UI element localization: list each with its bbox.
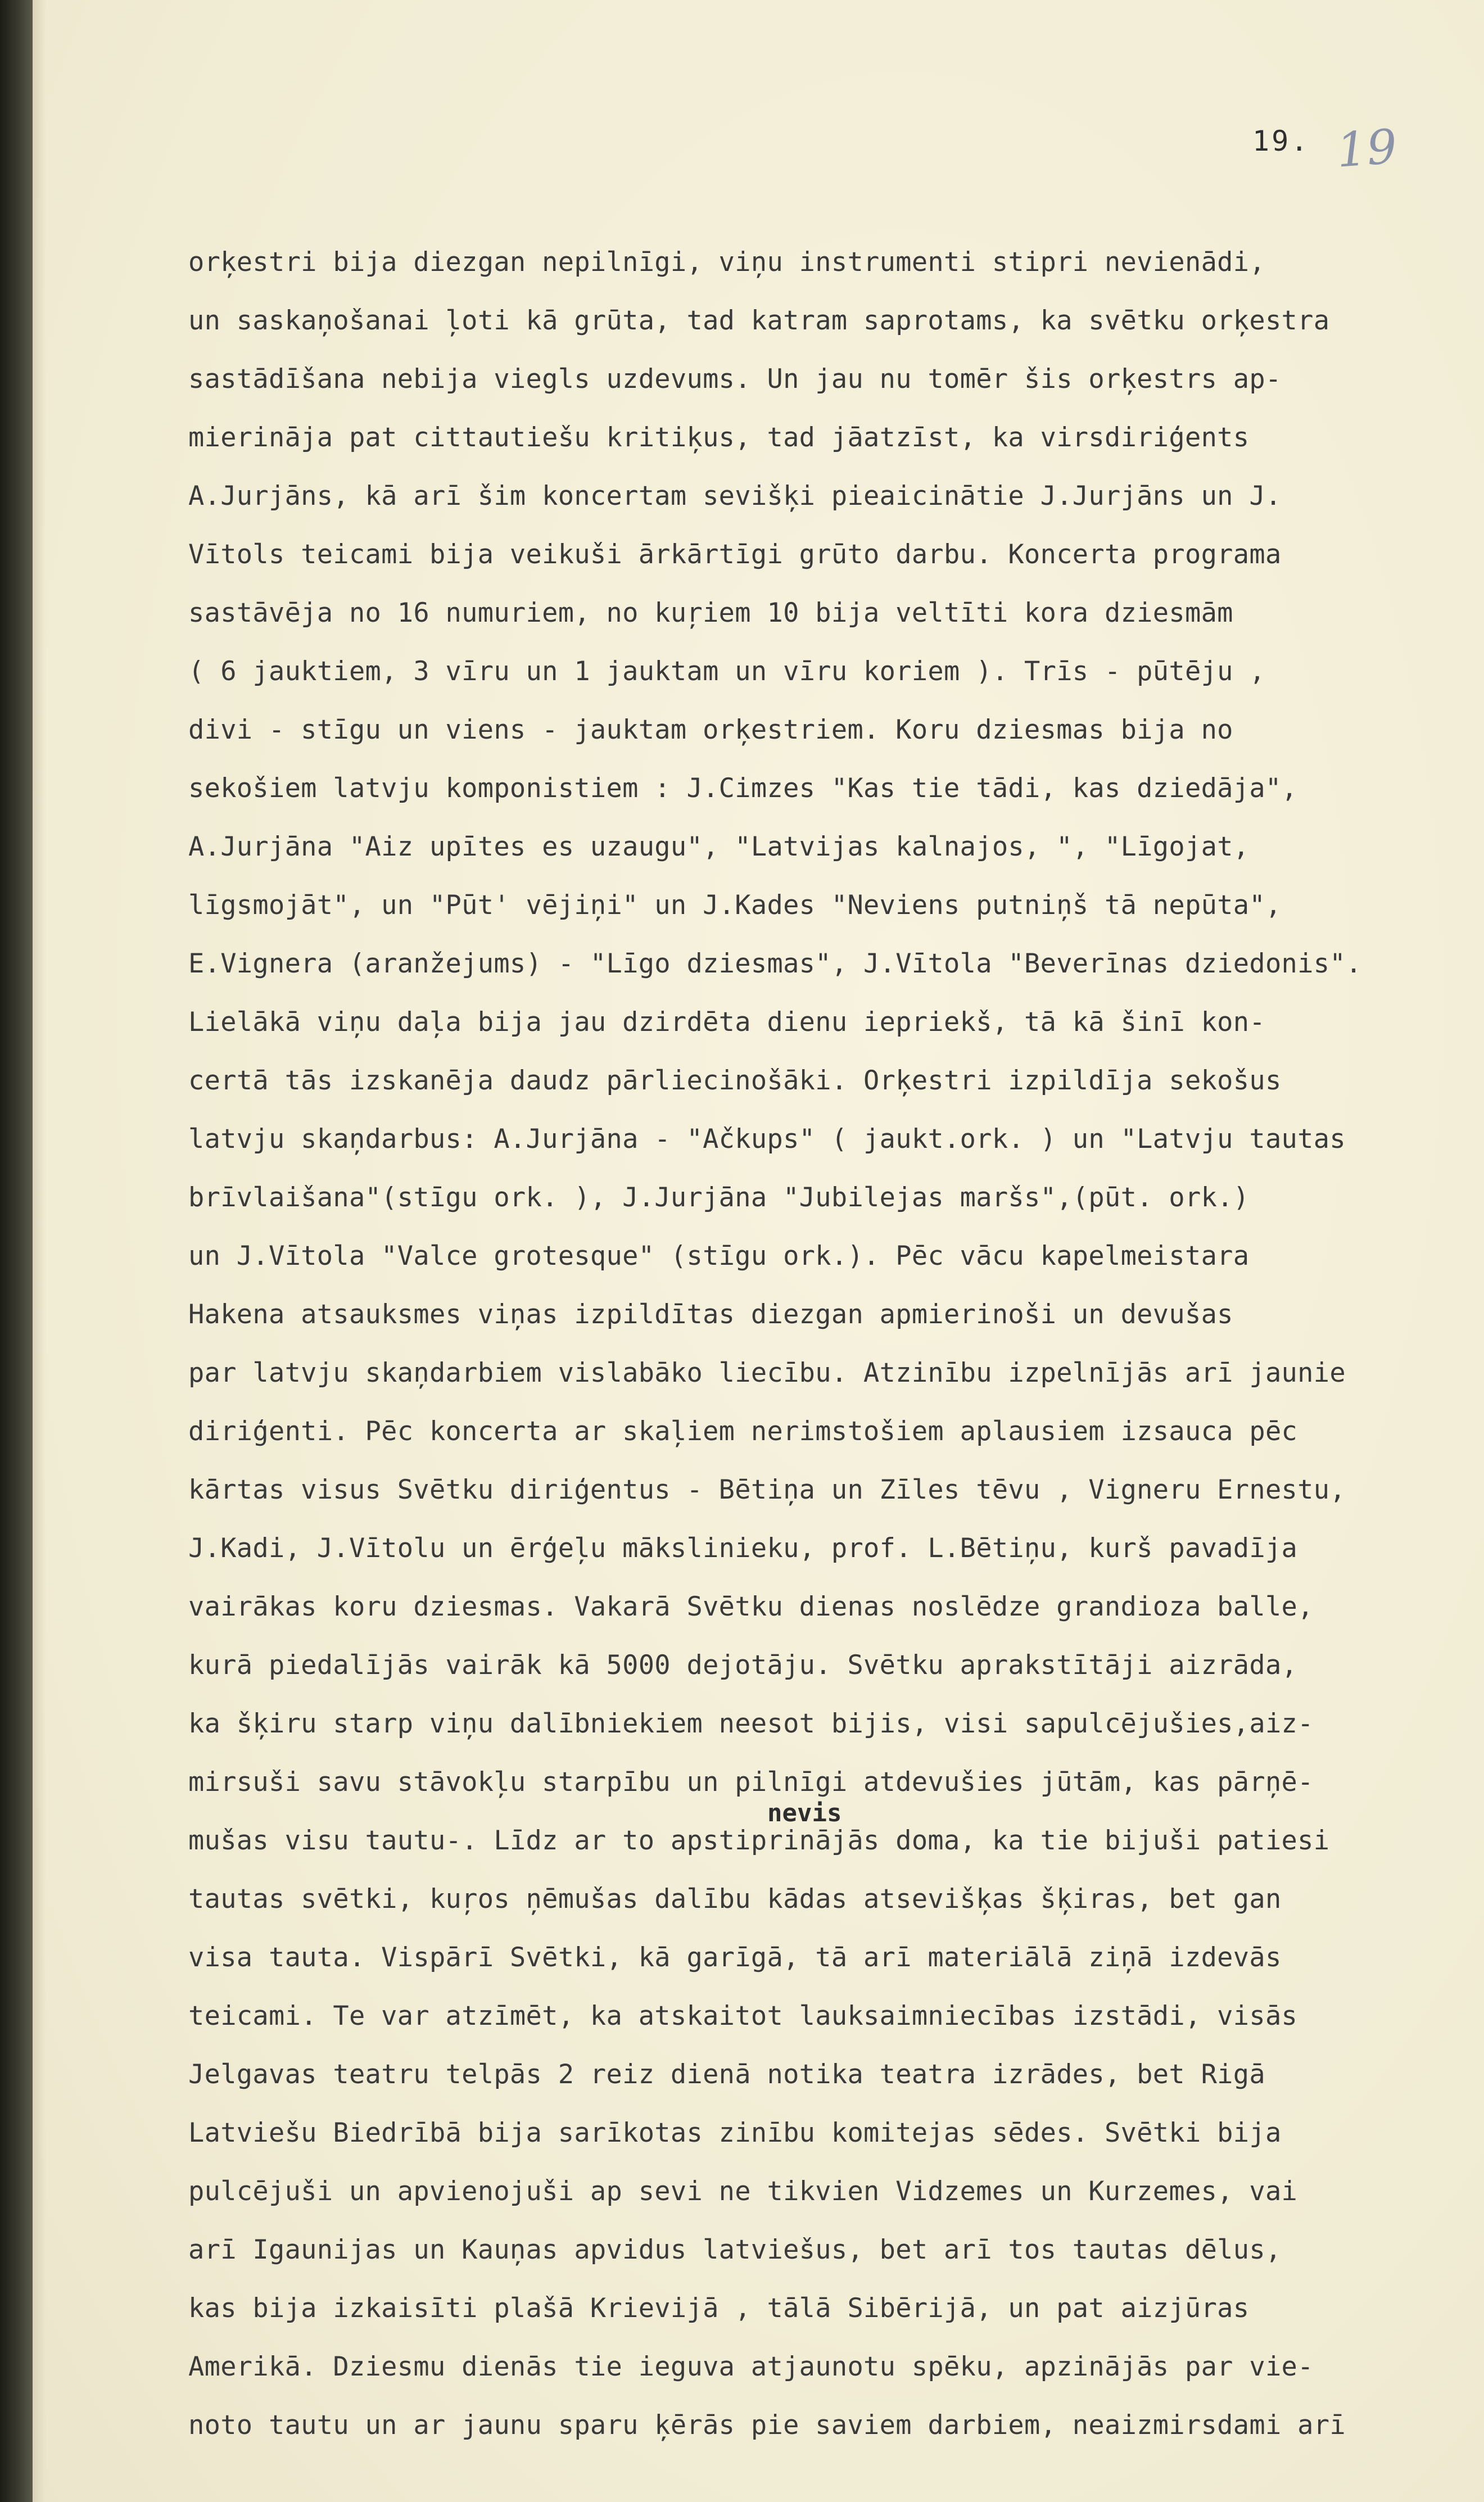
text-line: sastādīšana nebija viegls uzdevums. Un jau nu tomēr šis orķestrs ap- [188,364,1282,395]
text-line: ( 6 jauktiem, 3 vīru un 1 jauktam un vīru koriem ). Trīs - pūtēju , [188,656,1265,687]
text-line: un saskaņošanai ļoti kā grūta, tad katram saprotams, ka svētku orķestra [188,305,1330,336]
text-line: Latviešu Biedrībā bija sarīkotas zinību komitejas sēdes. Svētki bija [188,2118,1282,2148]
text-line: teicami. Te var atzīmēt, ka atskaitot lauksaimniecības izstādi, visās [188,2001,1298,2032]
typed-insertion: nevis [767,1799,842,1827]
text-line: tautas svētki, kuŗos ņēmušas dalību kādas atsevišķas šķiras, bet gan [188,1884,1282,1915]
text-line: Lielākā viņu daļa bija jau dzirdēta dienu iepriekš, tā kā šinī kon- [188,1007,1265,1038]
text-line: visa tauta. Vispārī Svētki, kā garīgā, tā arī materiālā ziņā izdevās [188,1942,1282,1973]
text-line: līgsmojāt", un "Pūt' vējiņi" un J.Kades "Neviens putniņš tā nepūta", [188,890,1282,921]
text-line: mirsuši savu stāvokļu starpību un pilnīgi atdevušies jūtām, kas pārņē- [188,1767,1314,1798]
text-line: sastāvēja no 16 numuriem, no kuŗiem 10 bija veltīti kora dziesmām [188,598,1233,628]
text-line: brīvlaišana"(stīgu ork. ), J.Jurjāna "Jubilejas maršs",(pūt. ork.) [188,1182,1250,1213]
text-line: sekošiem latvju komponistiem : J.Cimzes "Kas tie tādi, kas dziedāja", [188,773,1298,804]
text-line: Hakena atsauksmes viņas izpildītas diezgan apmierinoši un devušas [188,1299,1233,1330]
page-shadow-edge [33,0,46,2502]
text-line: E.Vignera (aranžejums) - "Līgo dziesmas", J.Vītola "Beverīnas dziedonis". [188,948,1362,979]
text-line: divi - stīgu un viens - jauktam orķestriem. Koru dziesmas bija no [188,714,1233,745]
text-line: certā tās izskanēja daudz pārliecinošāki. Orķestri izpildīja sekošus [188,1065,1282,1096]
text-line: mušas visu tautu-. Līdz ar to apstiprinājās doma, ka tie bijuši patiesi [188,1825,1330,1856]
text-line: A.Jurjāns, kā arī šim koncertam sevišķi pieaicinātie J.Jurjāns un J. [188,481,1282,512]
text-line: un J.Vītola "Valce grotesque" (stīgu ork.). Pēc vācu kapelmeistara [188,1241,1250,1272]
text-line: kurā piedalījās vairāk kā 5000 dejotāju. Svētku aprakstītāji aizrāda, [188,1650,1298,1681]
text-line: orķestri bija diezgan nepilnīgi, viņu instrumenti stipri nevienādi, [188,247,1265,278]
text-line: noto tautu un ar jaunu sparu ķērās pie saviem darbiem, neaizmirsdami arī [188,2410,1346,2441]
text-line: arī Igaunijas un Kauņas apvidus latviešus, bet arī tos tautas dēlus, [188,2234,1282,2265]
typed-body-text [188,233,1414,2455]
text-line: par latvju skaņdarbiem vislabāko liecību. Atzinību izpelnījās arī jaunie [188,1358,1346,1388]
text-line: A.Jurjāna "Aiz upītes es uzaugu", "Latvijas kalnajos, ", "Līgojat, [188,831,1250,862]
text-line: Amerikā. Dziesmu dienās tie ieguva atjaunotu spēku, apzinājās par vie- [188,2351,1314,2382]
text-line: Jelgavas teatru telpās 2 reiz dienā notika teatra izrādes, bet Rigā [188,2059,1265,2090]
text-line: ka šķiru starp viņu dalībniekiem neesot bijis, visi sapulcējušies,aiz- [188,1708,1314,1739]
text-line: mierināja pat cittautiešu kritiķus, tad jāatzīst, ka virsdiriģents [188,422,1250,453]
pencil-page-number: 19 [1334,119,1399,178]
text-line: Vītols teicami bija veikuši ārkārtīgi grūto darbu. Koncerta programa [188,539,1282,570]
text-line: latvju skaņdarbus: A.Jurjāna - "Ačkups" ( jaukt.ork. ) un "Latvju tautas [188,1124,1346,1155]
text-line: pulcējuši un apvienojuši ap sevi ne tikvien Vidzemes un Kurzemes, vai [188,2176,1298,2207]
text-line: diriģenti. Pēc koncerta ar skaļiem nerimstošiem aplausiem izsauca pēc [188,1416,1298,1447]
text-line: J.Kadi, J.Vītolu un ērģeļu mākslinieku, prof. L.Bētiņu, kurš pavadīja [188,1533,1298,1564]
text-line: vairākas koru dziesmas. Vakarā Svētku dienas noslēdze grandioza balle, [188,1591,1314,1622]
text-line: kārtas visus Svētku diriģentus - Bētiņa un Zīles tēvu , Vigneru Ernestu, [188,1474,1346,1505]
text-line: kas bija izkaisīti plašā Krievijā , tālā Sibērijā, un pat aizjūras [188,2293,1250,2324]
page-number: 19. [1252,125,1310,157]
scan-binding-edge [0,0,33,2502]
